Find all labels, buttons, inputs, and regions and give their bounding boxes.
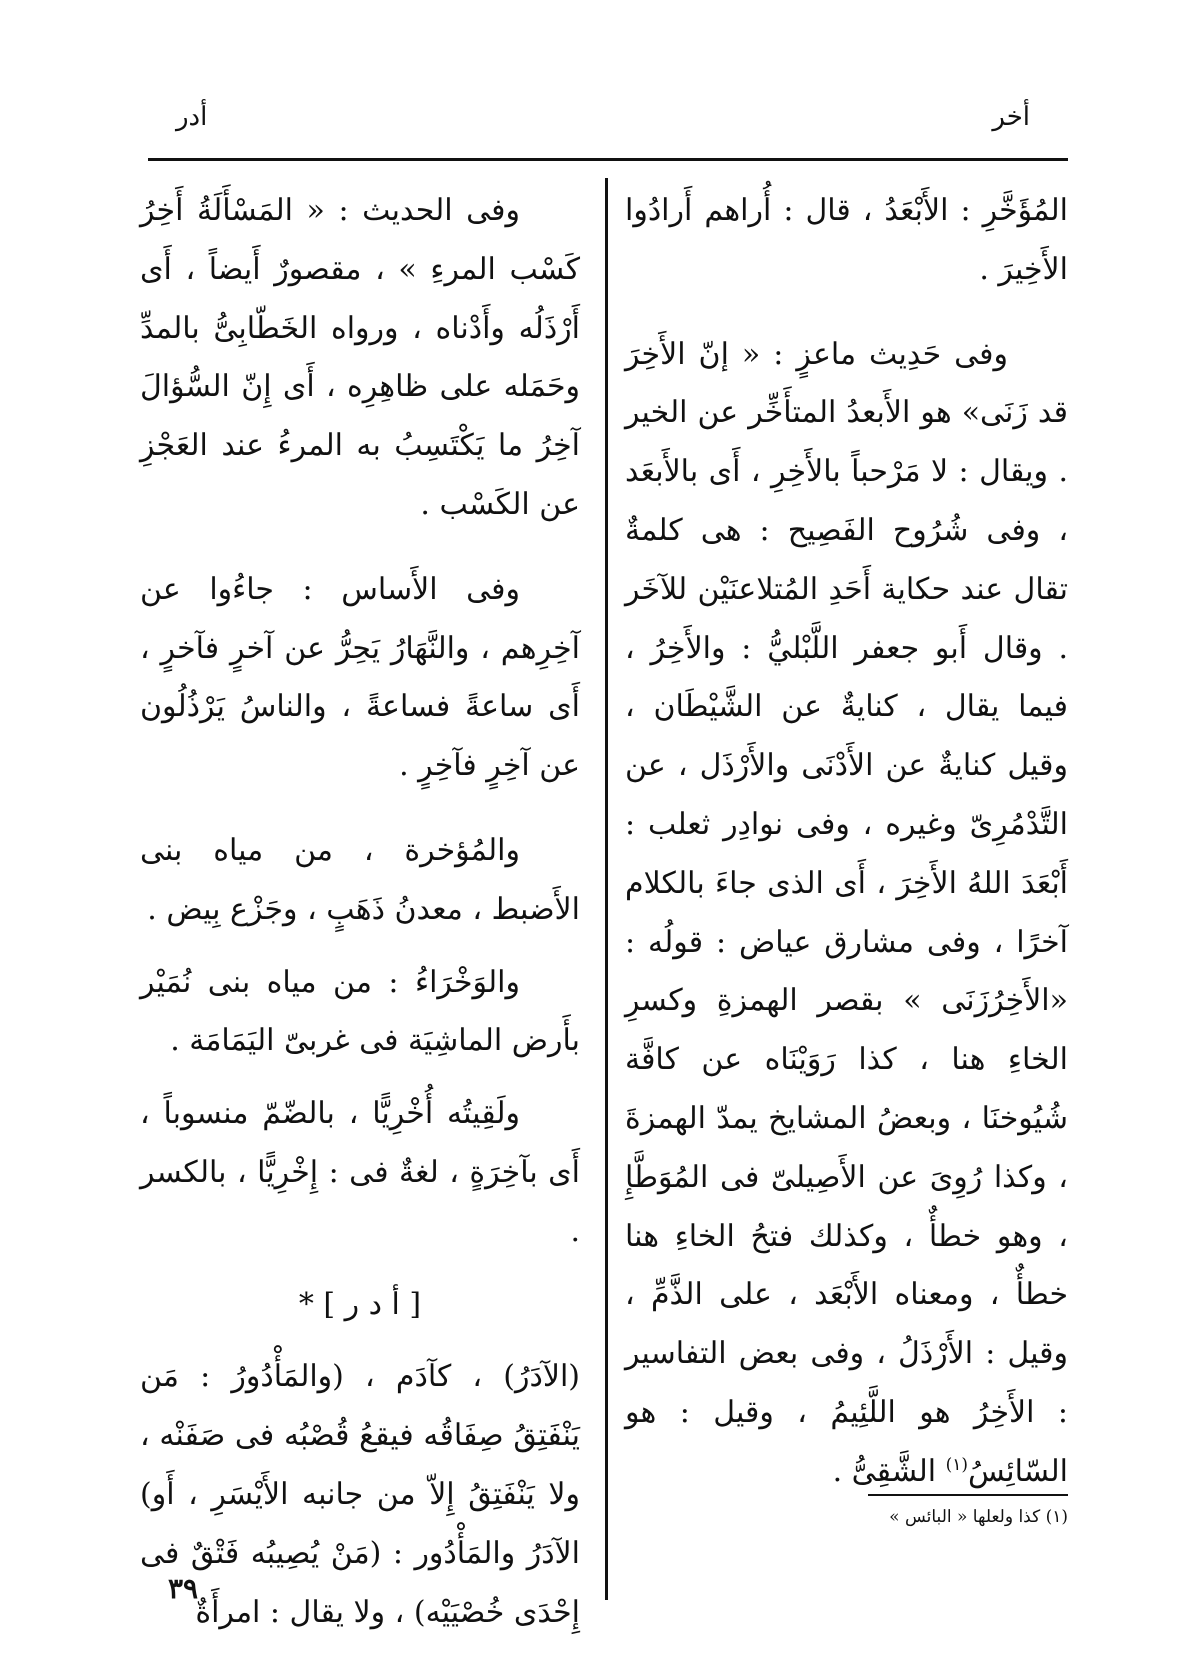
left-paragraph-1: وفى الحديث : « المَسْأَلَةُ أَخِرُ كَسْب المرءِ » ، مقصورٌ أَيضاً ، أَى أَرْذَلُه وأَدْناه ، ورواه الخَطّابِىُّ بالمدِّ وحَمَله على ظاهِرِه ، أَى إِنّ السُّؤالَ آخِرُ ما يَكْتَسِبُ به المرءُ عند العَجْزِ عن الكَسْب . [140, 193, 580, 522]
right-paragraph-2-end: الشَّقِىُّ . [832, 1453, 946, 1489]
left-paragraph-2: وفى الأَساس : جاءُوا عن آخِرِهم ، والنَّهَارُ يَحِرُّ عن آخرٍ فآخرٍ ، أَى ساعةً فساعةً ، والناسُ يَرْذُلُون عن آخِرٍ فآخِرٍ . [140, 571, 580, 784]
entry-heading: [ أ د ر ] * [298, 1286, 422, 1322]
left-paragraph-3: والمُؤخرة ، من مياه بنى الأَضبط ، معدنُ ذَهَبٍ ، وجَزْع بِيض . [140, 832, 580, 927]
running-head-right: أخر [992, 102, 1030, 132]
footnote-rule [868, 1494, 1068, 1496]
header-rule [148, 158, 1068, 161]
footnote: (١) كذا ولعلها « البائس » [889, 1507, 1068, 1527]
right-paragraph-2 [625, 326, 1068, 1502]
page-number: ٣٩ [168, 1572, 199, 1605]
footnote-marker: (١) [945, 1454, 969, 1475]
column-divider [605, 178, 608, 1600]
right-column [625, 182, 1068, 1528]
right-paragraph-1: المُؤَخَّرِ : الأَبْعَدُ ، قال : أُراهم أَرادُوا الأَخِيرَ . [625, 193, 1068, 287]
running-head-left: أدر [176, 102, 208, 132]
left-column [140, 182, 580, 1668]
entry-body: (الآدَرُ) ، كآدَم ، (والمَأْدُورُ : مَن يَنْفَتِقُ صِفَاقُه فيقعُ قُصْبُه فى صَفَنْه ، ولا يَنْفَتِقُ إِلاّ من جانبه الأَيْسَرِ ، أَو) الآدَرُ والمَأْدُور : (مَنْ يُصِيبُه فَتْقٌ فى إِحْدَى خُصْيَيْه) ، ولا يقال : امرأَةٌ [140, 1359, 580, 1630]
right-paragraph-2-text: وفى حَدِيث ماعزٍ : « إنّ الأَخِرَ قد زَنَى» هو الأَبعدُ المتأَخِّر عن الخير . ويقال : لا مَرْحباً بالأَخِرِ ، أَى بالأَبعَد ، وفى شُرُوح الفَصِيح : هى كلمةٌ تقال عند حكاية أَحَدِ المُتلاعنَيْن للآخَر . وقال أَبو جعفر اللَّبْليُّ : والأَخِرُ ، فيما يقال ، كنايةٌ عن الشَّيْطَان ، وقيل كنايةٌ عن الأَدْنَى والأَرْذَل ، عن التَّدْمُرِىّ وغيره ، وفى نوادِر ثعلب : أَبْعَدَ اللهُ الأَخِرَ ، أَى الذى جاءَ بالكلام آخرًا ، وفى مشارق عياض : قولُه : «الأَخِرُزَنَى » بقصر الهمزةِ وكسرِ الخاءِ هنا ، كذا رَوَيْنَاه عن كافَّة شُيُوخنَا ، وبعضُ المشايخ يمدّ الهمزةَ ، وكذا رُوِىَ عن الأَصِيلىّ فى المُوَطَّإِ ، وهو خطأٌ ، وكذلك فتحُ الخاءِ هنا خطأٌ ، ومعناه الأَبْعَد ، على الذَّمِّ ، وقيل : الأَرْذَلُ ، وفى بعض التفاسير : الأَخِرُ هو اللَّئِيمُ ، وقيل : هو السّائِسُ [625, 336, 1068, 1489]
left-paragraph-4: والوَخْرَاءُ : من مياه بنى نُمَيْر بأَرض الماشِيَة فى غربىّ اليَمَامَة . [140, 964, 580, 1059]
left-paragraph-5: ولَقِيتُه أُخْرِيًّا ، بالضّمّ منسوباً ، أَى بآخِرَةٍ ، لغةٌ فى : إِخْرِيًّا ، بالكسر . [140, 1096, 580, 1249]
